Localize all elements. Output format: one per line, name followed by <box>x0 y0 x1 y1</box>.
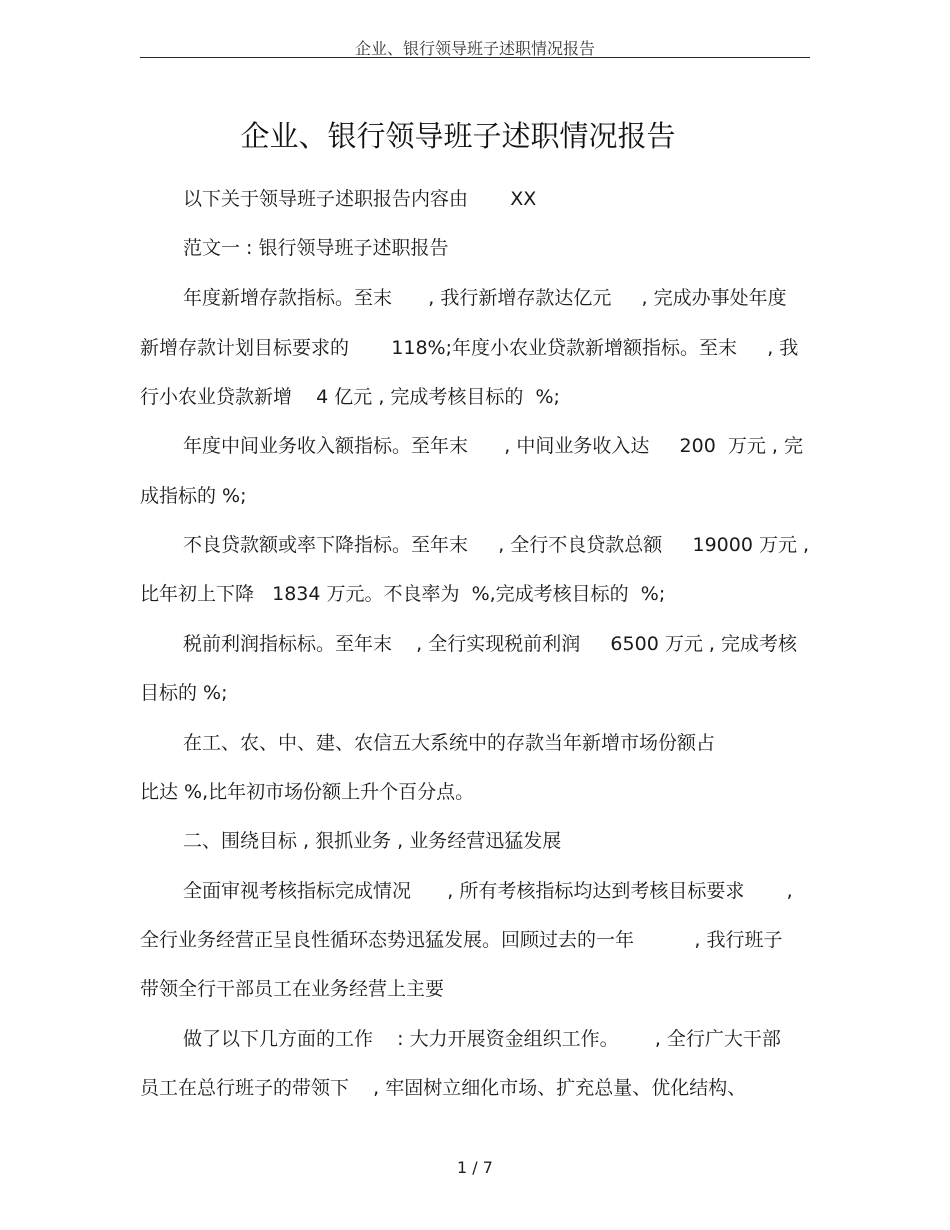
running-header-title: 企业、银行领导班子述职情况报告 <box>354 39 595 58</box>
paragraph-line: 比年初上下降 1834 万元。不良率为 %,完成考核目标的 %; <box>140 583 666 605</box>
paragraph-line: 不良贷款额或率下降指标。至年末 , 全行不良贷款总额 19000 万元 , <box>183 534 810 556</box>
paragraph-line: 全行业务经营正呈良性循环态势迅猛发展。回顾过去的一年 , 我行班子 <box>140 929 783 951</box>
paragraph-line: 二、围绕目标 , 狠抓业务 , 业务经营迅猛发展 <box>183 830 562 852</box>
page-number: 1 / 7 <box>457 1158 493 1177</box>
paragraph-line: 目标的 %; <box>140 682 228 704</box>
paragraph-line: 范文一 : 银行领导班子述职报告 <box>183 237 449 259</box>
paragraph-line: 税前利润指标标。至年末 , 全行实现税前利润 6500 万元 , 完成考核 <box>183 633 797 655</box>
paragraph-line: 带领全行干部员工在业务经营上主要 <box>140 978 445 1000</box>
paragraph-line: 年度中间业务收入额指标。至年末 , 中间业务收入达 200 万元 , 完 <box>183 435 803 457</box>
paragraph-line: 年度新增存款指标。至末 , 我行新增存款达亿元 , 完成办事处年度 <box>183 287 787 309</box>
document-title: 企业、银行领导班子述职情况报告 <box>240 119 676 153</box>
paragraph-line: 做了以下几方面的工作 : 大力开展资金组织工作。 , 全行广大干部 <box>183 1028 781 1050</box>
paragraph-line: 行小农业贷款新增 4 亿元 , 完成考核目标的 %; <box>140 386 560 408</box>
paragraph-line: 在工、农、中、建、农信五大系统中的存款当年新增市场份额占 <box>183 732 716 754</box>
paragraph-line: 成指标的 %; <box>140 485 247 507</box>
paragraph-line: 员工在总行班子的带领下 , 牢固树立细化市场、扩充总量、优化结构、 <box>140 1077 747 1099</box>
header-divider <box>140 57 810 58</box>
paragraph-line: 全面审视考核指标完成情况 , 所有考核指标均达到考核目标要求 , <box>183 880 793 902</box>
paragraph-line: 比达 %,比年初市场份额上升个百分点。 <box>140 781 475 803</box>
paragraph-line: 新增存款计划目标要求的 118%;年度小农业贷款新增额指标。至末 , 我 <box>140 337 799 359</box>
paragraph-line: 以下关于领导班子述职报告内容由 XX <box>183 188 537 210</box>
